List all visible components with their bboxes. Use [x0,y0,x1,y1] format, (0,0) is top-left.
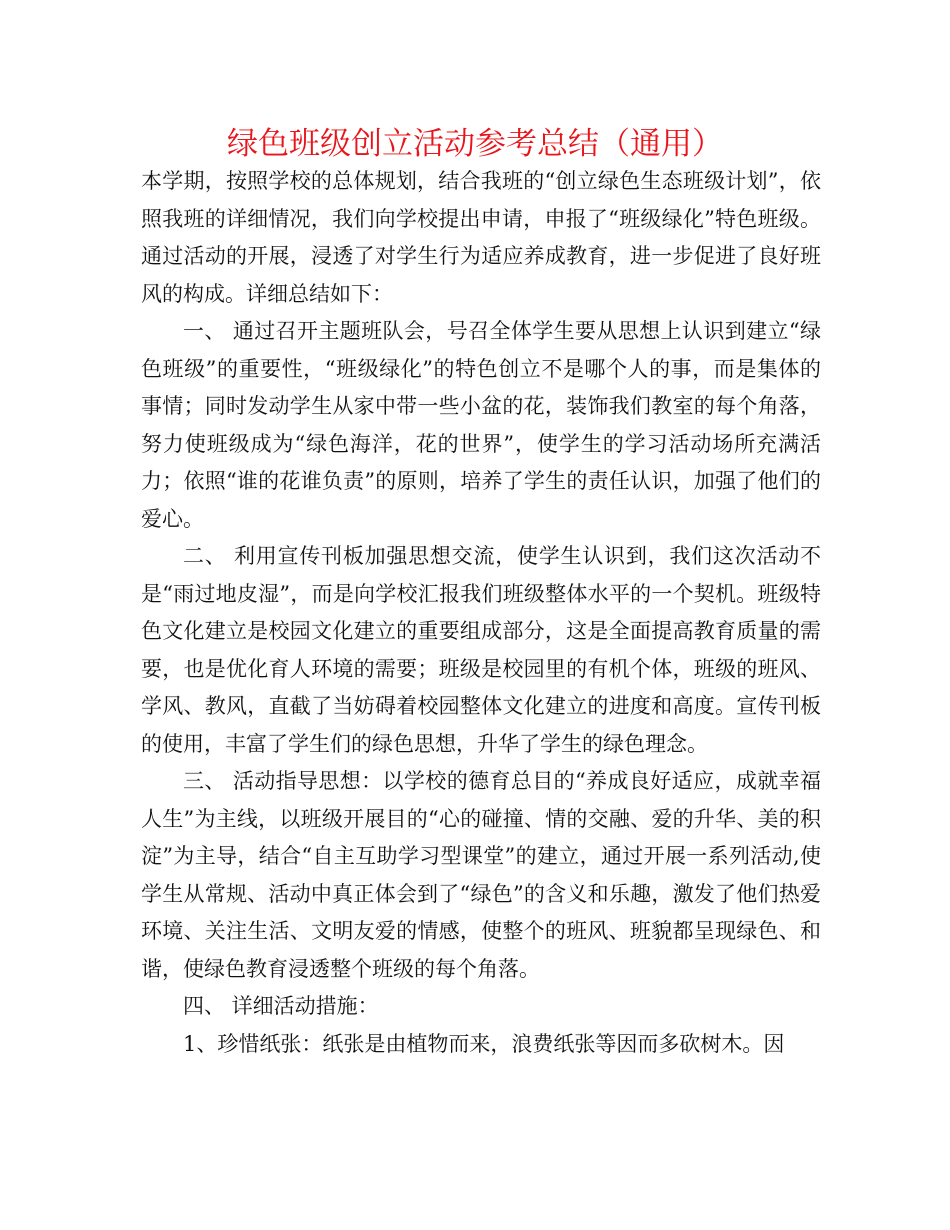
section-four-heading: 四、 详细活动措施： [183,994,379,1018]
section-two-paragraph: 二、 利用宣传刊板加强思想交流，使学生认识到，我们这次活动不是“雨过地皮湿”，而是向学校汇报我们班级整体水平的一个契机。班级特色文化建立是校园文化建立的重要组成部分，这是全面提高教育质量的需要，也是优化育人环境的需要；班级是校园里的有机个体，班级的班风、学风、教风，直截了当妨碍着校园整体文化建立的进度和高度。宣传刊板的使用，丰富了学生们的绿色思想，升华了学生的绿色理念。 [141,544,821,756]
section-three-paragraph: 三、 活动指导思想：以学校的德育总目的“养成良好适应，成就幸福人生”为主线，以班级开展目的“心的碰撞、情的交融、爱的升华、美的积淀”为主导，结合“自主互助学习型课堂”的建立，通过开展一系列活动,使学生从常规、活动中真正体会到了“绿色”的含义和乐趣，激发了他们热爱环境、关注生活、文明友爱的情感，使整个的班风、班貌都呈现绿色、和谐，使绿色教育浸透整个班级的每个角落。 [141,769,821,981]
section-one-paragraph: 一、 通过召开主题班队会，号召全体学生要从思想上认识到建立“绿色班级”的重要性，“班级绿化”的特色创立不是哪个人的事，而是集体的事情；同时发动学生从家中带一些小盆的花，装饰我们教室的每个角落，努力使班级成为“绿色海洋，花的世界”，使学生的学习活动场所充满活力；依照“谁的花谁负责”的原则，培养了学生的责任认识，加强了他们的爱心。 [141,319,821,531]
document-body [141,163,821,1063]
measure-one-paragraph: 1、珍惜纸张：纸张是由植物而来，浪费纸张等因而多砍树木。因 [183,1031,785,1056]
document-title: 绿色班级创立活动参考总结（通用） [227,126,723,162]
intro-paragraph: 本学期，按照学校的总体规划，结合我班的“创立绿色生态班级计划”，依照我班的详细情况，我们向学校提出申请，申报了“班级绿化”特色班级。通过活动的开展，浸透了对学生行为适应养成教育，进一步促进了良好班风的构成。详细总结如下： [141,169,821,306]
